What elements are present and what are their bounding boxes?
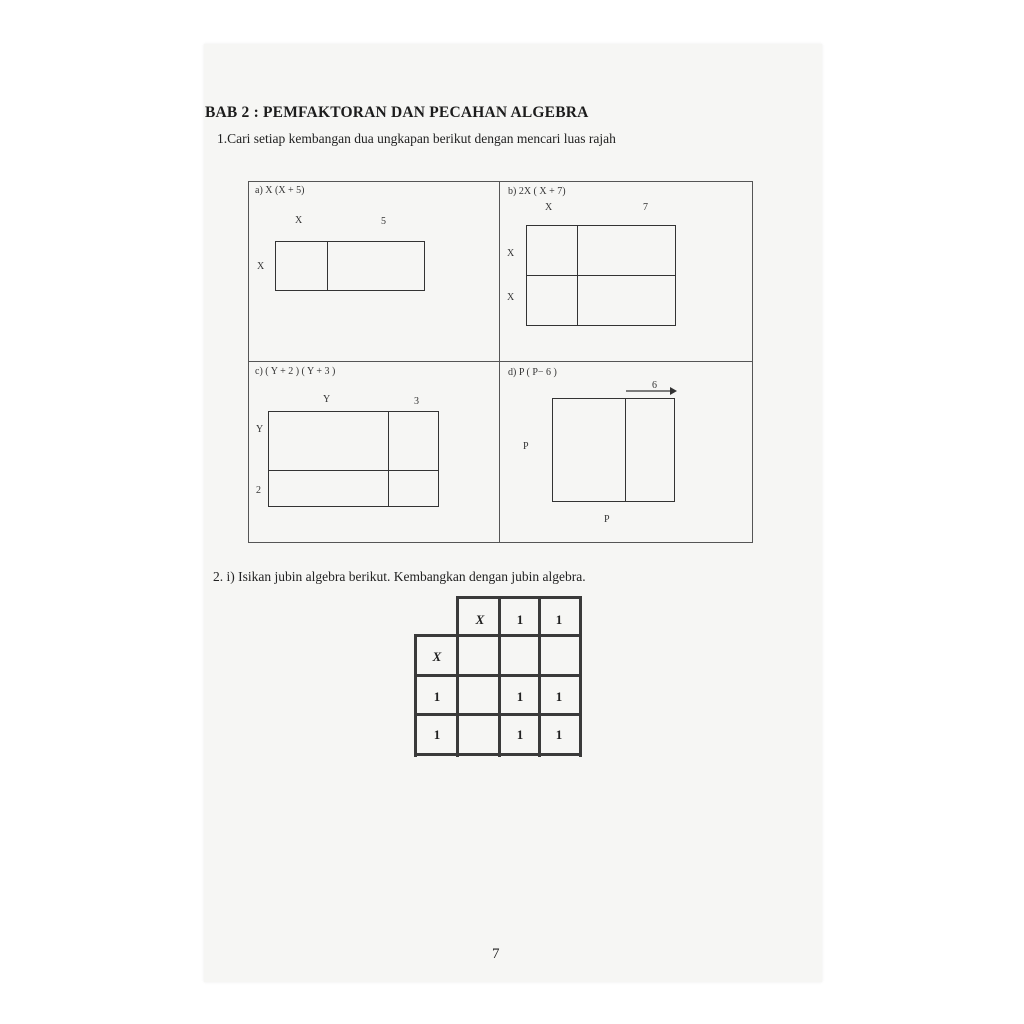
tile-grid-line — [579, 596, 582, 757]
panel-b-top-x: X — [545, 202, 553, 213]
panel-d-label: d) P ( P− 6 ) — [508, 367, 557, 378]
tile-grid-line — [414, 634, 417, 757]
chapter-title: BAB 2 : PEMFAKTORAN DAN PECAHAN ALGEBRA — [205, 104, 589, 121]
tile-grid-line — [456, 596, 459, 757]
panel-c-side-2: 2 — [256, 485, 261, 496]
panel-c-side-y: Y — [256, 424, 264, 435]
tile-cell-input[interactable] — [461, 638, 499, 676]
tile-cell: 1 — [516, 727, 524, 742]
tile-grid-line — [456, 596, 582, 599]
panel-d-arrow-label: 6 — [652, 380, 657, 391]
panel-divider-vertical — [499, 181, 500, 543]
tile-row-label-1a: 1 — [433, 689, 441, 704]
panel-b-top-7: 7 — [643, 202, 648, 213]
panel-a-rectangle — [275, 241, 425, 291]
tile-header-1b: 1 — [555, 612, 563, 627]
panel-d-bottom-p: P — [604, 514, 610, 525]
panel-c-divider-vertical — [388, 411, 389, 507]
panel-a-top-x: X — [295, 215, 303, 226]
panel-c-top-3: 3 — [414, 396, 419, 407]
tile-grid-line — [498, 596, 501, 757]
tile-cell-input[interactable] — [461, 678, 499, 716]
panel-c-label: c) ( Y + 2 ) ( Y + 3 ) — [255, 366, 336, 377]
panel-d-side-p: P — [523, 441, 529, 452]
tile-cell: 1 — [555, 727, 563, 742]
panel-c-rectangle — [268, 411, 439, 507]
tile-cell: 1 — [555, 689, 563, 704]
panel-a-divider — [327, 241, 328, 291]
panel-a-side-x: X — [257, 261, 265, 272]
tile-header-1a: 1 — [516, 612, 524, 627]
tile-header-x: X — [475, 612, 485, 627]
tile-grid-line — [538, 596, 541, 757]
panel-divider-horizontal — [248, 361, 753, 362]
tile-cell-input[interactable] — [461, 716, 499, 754]
tile-cell: 1 — [516, 689, 524, 704]
page-number: 7 — [492, 946, 500, 962]
tile-cell-input[interactable] — [501, 638, 539, 676]
right-arrow-icon — [626, 386, 678, 396]
panel-b-side-x1: X — [507, 248, 515, 259]
tile-cell-input[interactable] — [540, 638, 578, 676]
panel-c-top-y: Y — [323, 394, 331, 405]
question-2-text: 2. i) Isikan jubin algebra berikut. Kembangkan dengan jubin algebra. — [213, 569, 586, 584]
panel-b-label: b) 2X ( X + 7) — [508, 186, 566, 197]
tile-row-label-x: X — [432, 649, 442, 664]
panel-a-top-5: 5 — [381, 216, 386, 227]
panel-b-side-x2: X — [507, 292, 515, 303]
tile-row-label-1b: 1 — [433, 727, 441, 742]
panel-a-label: a) X (X + 5) — [255, 185, 305, 196]
panel-b-divider-horizontal — [526, 275, 676, 276]
panel-d-divider — [625, 398, 626, 502]
panel-d-rectangle — [552, 398, 675, 502]
panel-c-divider-horizontal — [268, 470, 439, 471]
question-1-text: 1.Cari setiap kembangan dua ungkapan berikut dengan mencari luas rajah — [217, 131, 616, 146]
